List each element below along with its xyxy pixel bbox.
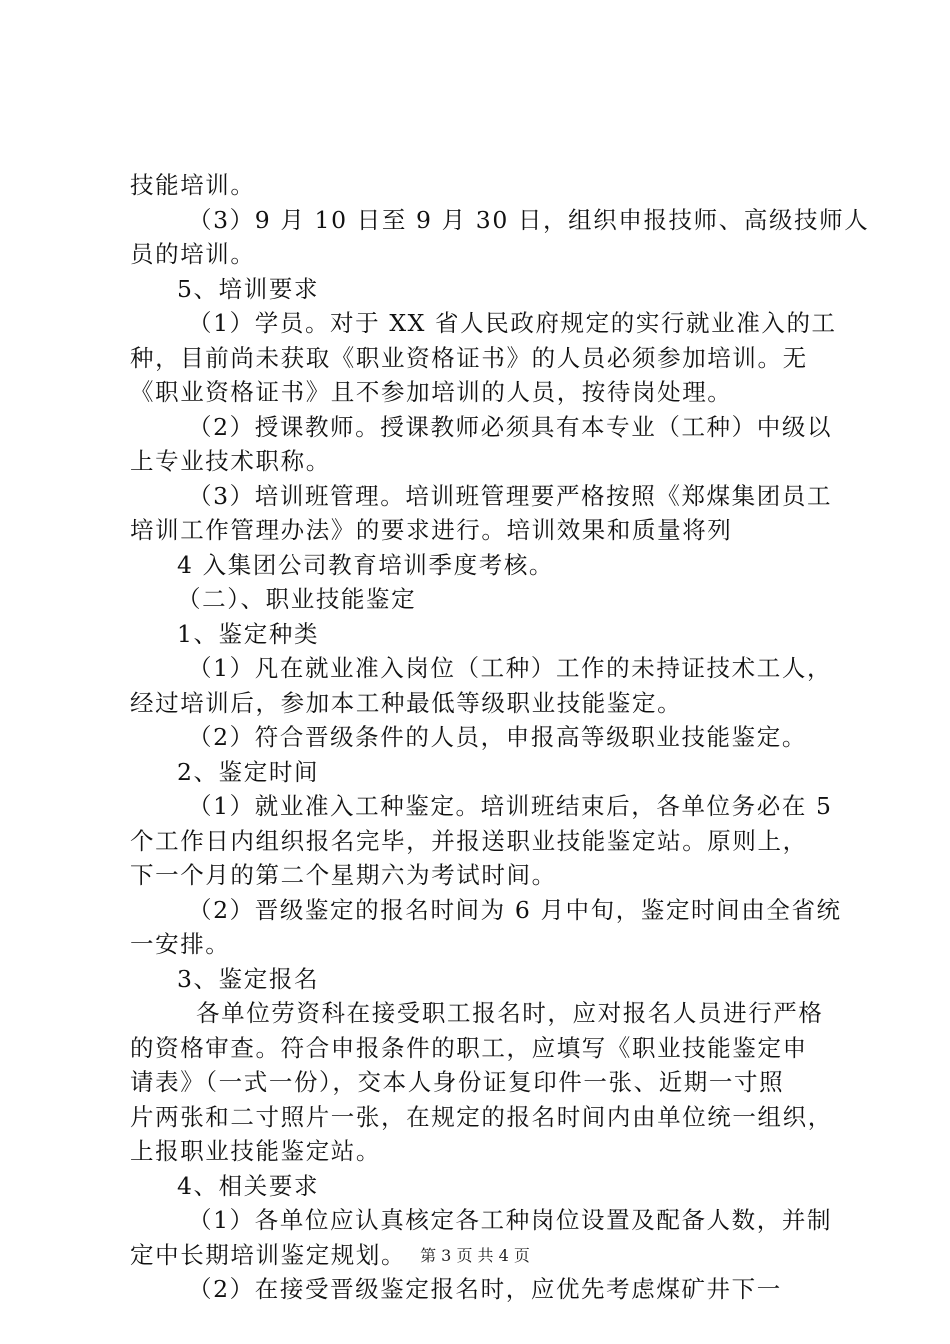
text-line: （1）凡在就业准入岗位（工种）工作的未持证技术工人， bbox=[188, 654, 833, 682]
text-line: 下一个月的第二个星期六为考试时间。 bbox=[130, 861, 557, 889]
text-line: 上专业技术职称。 bbox=[130, 447, 331, 475]
text-line: 上报职业技能鉴定站。 bbox=[130, 1137, 381, 1165]
text-line: （2）在接受晋级鉴定报名时，应优先考虑煤矿井下一 bbox=[188, 1275, 782, 1303]
text-line: （1）学员。对于 XX 省人民政府规定的实行就业准入的工 bbox=[188, 309, 837, 337]
text-line: （2）晋级鉴定的报名时间为 6 月中旬，鉴定时间由全省统 bbox=[188, 895, 842, 924]
section-heading: 3、鉴定报名 bbox=[177, 964, 320, 993]
text-line: （2）符合晋级条件的人员，申报高等级职业技能鉴定。 bbox=[188, 723, 807, 751]
text-line: 请表》（一式一份），交本人身份证复印件一张、近期一寸照 bbox=[130, 1068, 785, 1096]
text-line: 的资格审查。符合申报条件的职工，应填写《职业技能鉴定申 bbox=[130, 1033, 808, 1062]
text-line: 一安排。 bbox=[130, 930, 231, 958]
text-line: （1）就业准入工种鉴定。培训班结束后，各单位务必在 5 bbox=[188, 792, 833, 820]
section-heading: 5、培训要求 bbox=[177, 274, 320, 303]
section-heading: 2、鉴定时间 bbox=[177, 757, 320, 786]
text-line: 定中长期培训鉴定规划。 bbox=[130, 1240, 407, 1269]
text-line: 个工作日内组织报名完毕，并报送职业技能鉴定站。原则上， bbox=[130, 826, 808, 855]
text-line: 培训工作管理办法》的要求进行。培训效果和质量将列 bbox=[130, 516, 733, 544]
text-line: 片两张和二寸照片一张，在规定的报名时间内由单位统一组织， bbox=[130, 1102, 833, 1131]
text-line: 技能培训。 bbox=[130, 171, 256, 199]
text-line: （1）各单位应认真核定各工种岗位设置及配备人数，并制 bbox=[188, 1206, 833, 1234]
text-line: 各单位劳资科在接受职工报名时，应对报名人员进行严格 bbox=[196, 999, 824, 1027]
text-line: 员的培训。 bbox=[130, 240, 256, 268]
text-line: （3）9 月 10 日至 9 月 30 日，组织申报技师、高级技师人 bbox=[188, 205, 870, 234]
document-body bbox=[130, 168, 870, 1307]
text-line: 4 入集团公司教育培训季度考核。 bbox=[177, 550, 555, 579]
section-heading: 4、相关要求 bbox=[177, 1171, 320, 1200]
text-line: （2）授课教师。授课教师必须具有本专业（工种）中级以 bbox=[188, 412, 833, 441]
text-line: 种，目前尚未获取《职业资格证书》的人员必须参加培训。无 bbox=[130, 343, 808, 372]
text-line: 经过培训后，参加本工种最低等级职业技能鉴定。 bbox=[130, 688, 683, 717]
text-line: 《职业资格证书》且不参加培训的人员，按待岗处理。 bbox=[130, 378, 733, 406]
section-heading: （二）、职业技能鉴定 bbox=[177, 585, 417, 613]
text-line: （3）培训班管理。培训班管理要严格按照《郑煤集团员工 bbox=[188, 481, 833, 510]
section-heading: 1、鉴定种类 bbox=[177, 619, 320, 648]
page-number-footer: 第 3 页 共 4 页 bbox=[420, 1246, 530, 1265]
